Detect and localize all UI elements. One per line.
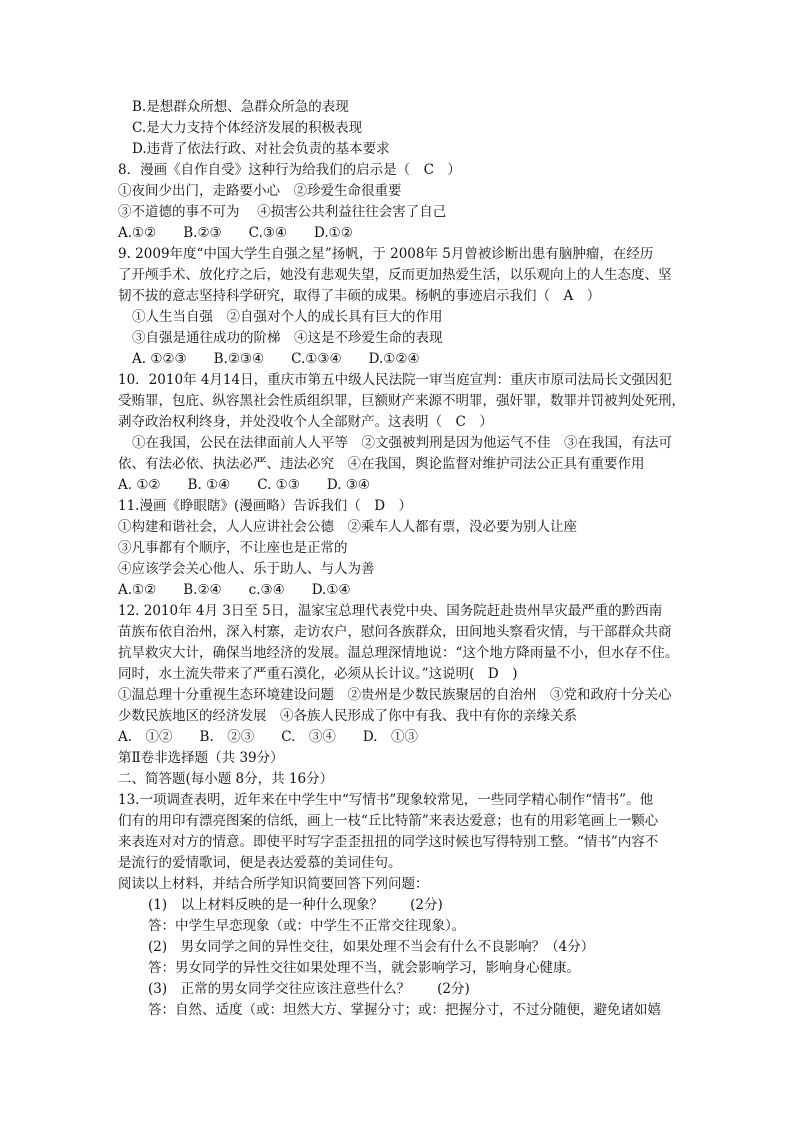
text-line: ③凡事都有个顺序，不让座也是正常的 [118,540,348,556]
text-line: 阅读以上材料，并结合所学知识简要回答下列问题： [118,876,429,892]
text-line: 依、有法必依、执法必严、违法必究 ④在我国，舆论监督对维护司法公正具有重要作用 [118,456,645,472]
text-line: 9. 2009年度“中国大学生自强之星”扬帆，于 2008年 5月曾被诊断出患有脑肿瘤，在经历 [118,246,654,262]
text-line: A.①② B.②③ C.③④ D.①② [118,225,353,241]
text-line: ①在我国，公民在法律面前人人平等 ②文强被判刑是因为他运气不佳 ③在我国，有法可 [132,435,672,451]
text-line: 苗族布依自治州，深入村寨，走访农户，慰问各族群众，田间地头察看灾情，与干部群众共商 [118,624,672,640]
text-line: (1) 以上材料反映的是一种什么现象？ (2分) [148,897,443,913]
text-line: ④应该学会关心他人、乐于助人、与人为善 [118,561,375,577]
text-line: 第Ⅱ卷非选择题（共 39分） [118,750,284,766]
text-line: 受贿罪，包庇、纵容黑社会性质组织罪，巨额财产来源不明罪，强奸罪，数罪并罚被判处死刑， [118,393,685,409]
text-line: 10．2010年 4月14日，重庆市第五中级人民法院一审当庭宣判：重庆市原司法局长文强因犯 [118,372,673,388]
text-line: ③自强是通往成功的阶梯 ④这是不珍爱生命的表现 [132,330,443,346]
text-line: (2) 男女同学之间的异性交往，如果处理不当会有什么不良影响？（4分） [148,939,595,955]
text-line: 同时，水土流失带来了严重石漠化，必须从长计议。”这说明( D ) [118,666,518,682]
text-line: A. ①② B. ①④ C. ①③ D. ③④ [118,477,371,493]
document-body [118,97,708,1021]
text-line: 答：男女同学的异性交往如果处理不当，就会影响学习，影响身心健康。 [148,960,580,976]
text-line: ①构建和谐社会，人人应讲社会公德 ②乘车人人都有票，没必要为别人让座 [118,519,577,535]
text-line: 8．漫画《自作自受》这种行为给我们的启示是（ C ） [118,162,461,178]
text-line: 来表连对对方的情意。即使平时写字歪歪扭扭的同学这时候也写得特别工整。“情书”内容不 [118,834,659,850]
text-line: 是流行的爱情歌词，便是表达爱慕的美词佳句。 [118,855,402,871]
text-line: 剥夺政治权利终身，并处没收个人全部财产。这表明（ C ） [118,414,493,430]
text-line: 答：自然、适度（或：坦然大方、掌握分寸；或：把握分寸，不过分随便，避免诸如嬉 [148,1002,661,1018]
text-line: 抗旱救灾大计，确保当地经济的发展。温总理深情地说：“这个地方降雨量不小，但水存不住。 [118,645,679,661]
text-line: ①夜间少出门，走路要小心 ②珍爱生命很重要 [118,183,402,199]
text-line: 11.漫画《睁眼瞎》(漫画略）告诉我们（ D ） [118,498,413,514]
text-line: ①温总理十分重视生态环境建设问题 ②贵州是少数民族聚居的自治州 ③党和政府十分关心 [118,687,672,703]
text-line: C.是大力支持个体经济发展的积极表现 [132,120,363,136]
text-line: ①人生当自强 ②自强对个人的成长具有巨大的作用 [132,309,443,325]
text-line: 答：中学生早恋现象（或：中学生不正常交往现象）。 [148,918,466,934]
text-line: 韧不拔的意志坚持科学研究，取得了丰硕的成果。杨帆的事迹启示我们（ A ） [118,288,601,304]
text-line: ③不道德的事不可为 ④损害公共利益往往会害了自己 [118,204,447,220]
text-line: D.违背了依法行政、对社会负责的基本要求 [132,141,390,157]
text-line: A. ①②③ B.②③④ C.①③④ D.①②④ [132,351,420,367]
text-line: 13.一项调查表明，近年来在中学生中“写情书”现象较常见，一些同学精心制作“情书”。他 [118,792,654,808]
text-line: (3) 正常的男女同学交往应该注意些什么？ (2分) [148,981,470,997]
text-line: A.①② B.②④ c.③④ D.①④ [118,582,351,598]
text-line: B.是想群众所想、急群众所急的表现 [132,99,349,115]
text-line: 12. 2010年 4月 3日至 5日，温家宝总理代表党中央、国务院赶赴贵州旱灾最严重的黔西南 [118,603,663,619]
text-line: 们有的用印有漂亮图案的信纸，画上一枝“丘比特箭”来表达爱意；也有的用彩笔画上一颗心 [118,813,659,829]
text-line: 少数民族地区的经济发展 ④各族人民形成了你中有我、我中有你的亲缘关系 [118,708,577,724]
text-line: 二、简答题(每小题 8分，共 16分） [118,771,334,787]
text-line: 了开颅手术、放化疗之后，她没有悲观失望，反而更加热爱生活，以乐观向上的人生态度、坚 [118,267,672,283]
text-line: A. ①② B. ②③ C. ③④ D. ①③ [118,729,419,745]
